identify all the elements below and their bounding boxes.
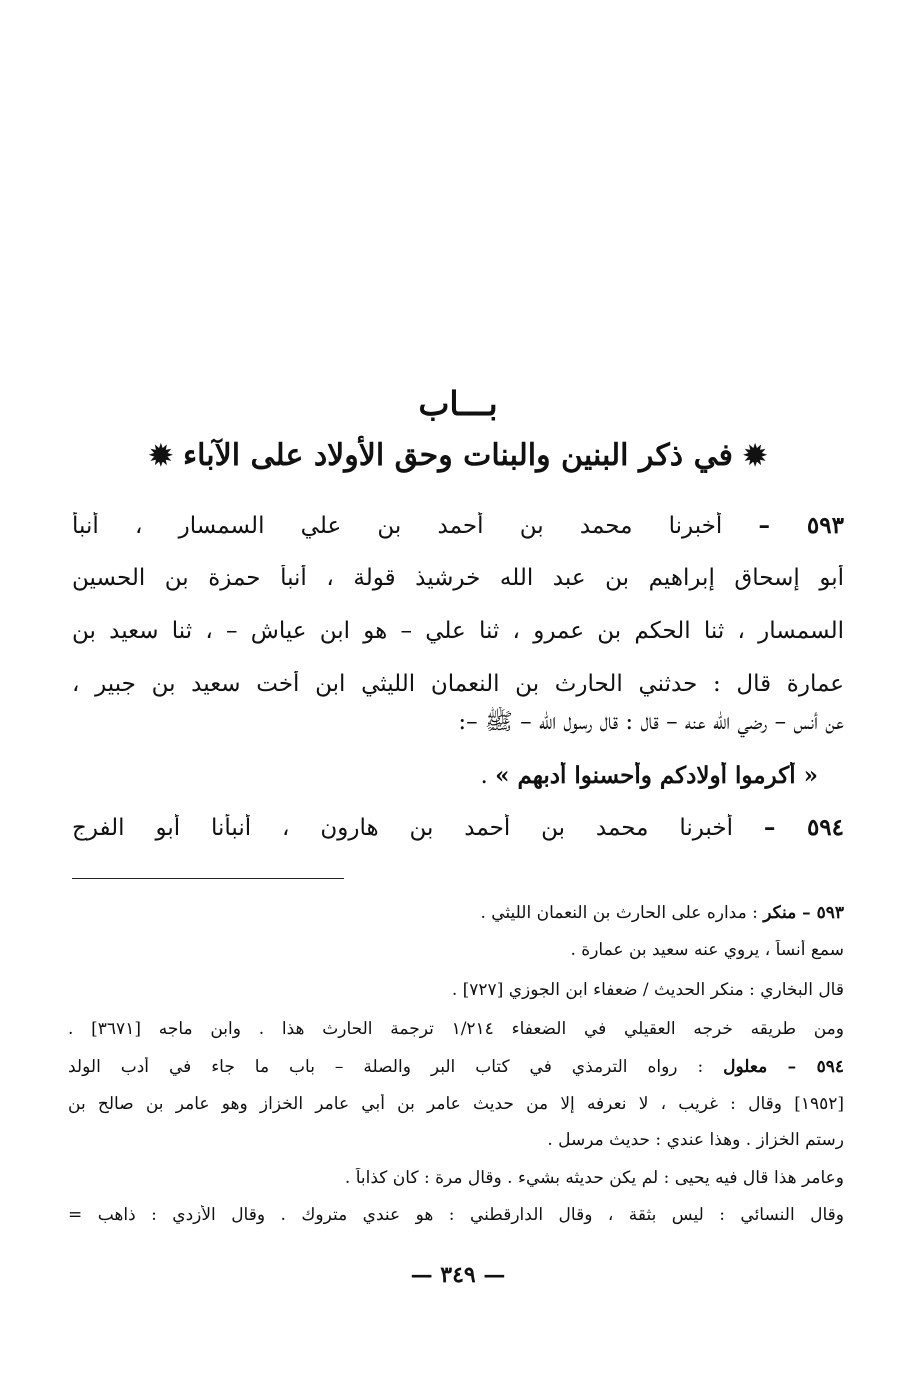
hadith-quote: « أكرموا أولادكم وأحسنوا أدبهم » [495, 762, 818, 789]
chapter-title-text: في ذكر البنين والبنات وحق الأولاد على الآباء [183, 438, 733, 473]
body-line: عمارة قال : حدثني الحارث بن النعمان الليثي ابن أخت سعيد بن جبير ، [72, 671, 844, 697]
body-line: ٥٩٤ – أخبرنا محمد بن أحمد بن هارون ، أنبأنا أبو الفرج [72, 814, 844, 841]
footnote-label: ٥٩٤ – معلول [723, 1057, 844, 1077]
page-number: — ٣٤٩ — [410, 1262, 506, 1288]
footnote-label: ٥٩٣ – منكر [763, 903, 844, 923]
chapter-label: بـــاب [418, 384, 498, 423]
ornament-star-icon: ✹ [743, 439, 767, 472]
body-line: ٥٩٣ – أخبرنا محمد بن أحمد بن علي السمسار ، أنبأ [72, 512, 844, 539]
footnote-line: رستم الخزاز . وهذا عندي : حديث مرسل . [547, 1130, 844, 1150]
footnote-line: قال البخاري : منكر الحديث / ضعفاء ابن الجوزي [٧٢٧] . [451, 980, 844, 1000]
body-line: « أكرموا أولادكم وأحسنوا أدبهم » . [480, 762, 818, 789]
footnote-line: وقال النسائي : ليس بثقة ، وقال الدارقطني : هو عندي متروك . وقال الأزدي : ذاهب = [68, 1205, 844, 1225]
footnote-line: ومن طريقه خرجه العقيلي في الضعفاء ١/٢١٤ ترجمة الحارث هذا . وابن ماجه [٣٦٧١] . [68, 1019, 844, 1039]
footnote-separator [72, 878, 344, 879]
chapter-title [0, 438, 916, 473]
hadith-number: ٥٩٣ – [758, 512, 844, 539]
footnote-line: ٥٩٤ – معلول : رواه الترمذي في كتاب البر والصلة – باب ما جاء في أدب الولد [68, 1057, 844, 1077]
footnote-line: وعامر هذا قال فيه يحيى : لم يكن حديثه بشيء . وقال مرة : كان كذاباً . [344, 1168, 844, 1188]
ornament-star-icon: ✹ [149, 439, 173, 472]
body-line: عن أنس – رضي الله عنه – قال : قال رسول الله – ﷺ –: [458, 709, 844, 735]
footnote-line: سمع أنساً ، يروي عنه سعيد بن عمارة . [570, 940, 844, 960]
hadith-number: ٥٩٤ – [763, 814, 844, 841]
footnote-line: [١٩٥٢] وقال : غريب ، لا نعرفه إلا من حديث عامر بن أبي عامر الخزاز وهو عامر بن صالح بن [68, 1094, 844, 1114]
body-line: السمسار ، ثنا الحكم بن عمرو ، ثنا علي – هو ابن عياش – ، ثنا سعيد بن [72, 618, 844, 644]
body-line: أبو إسحاق إبراهيم بن عبد الله خرشيذ قولة ، أنبأ حمزة بن الحسين [72, 565, 844, 591]
footnote-line: ٥٩٣ – منكر : مداره على الحارث بن النعمان الليثي . [480, 903, 844, 923]
